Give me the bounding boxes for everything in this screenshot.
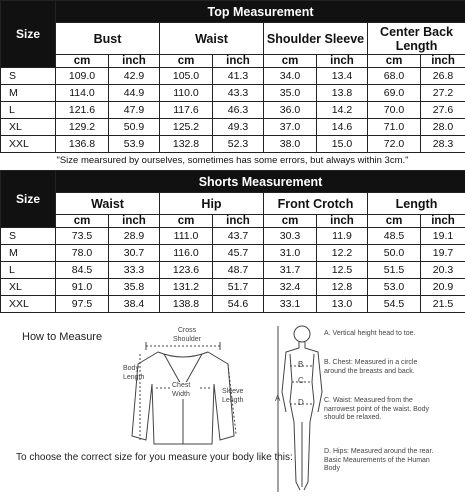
value-cell: 30.3 [264, 228, 317, 245]
unit-header: inch [421, 55, 465, 68]
value-cell: 48.5 [368, 228, 421, 245]
value-cell: 32.4 [264, 279, 317, 296]
value-cell: 44.9 [109, 85, 160, 102]
body-length-label: Body Length [123, 365, 145, 381]
value-cell: 38.4 [109, 296, 160, 313]
value-cell: 131.2 [160, 279, 213, 296]
how-to-measure-section [0, 318, 465, 500]
value-cell: 36.0 [264, 102, 317, 119]
value-cell: 30.7 [109, 245, 160, 262]
table-row [1, 279, 465, 296]
cross-shoulder-label: Cross Shoulder [172, 327, 202, 343]
value-cell: 53.9 [109, 136, 160, 153]
value-cell: 84.5 [56, 262, 109, 279]
value-cell: 33.1 [264, 296, 317, 313]
unit-header: cm [264, 215, 317, 228]
column-group-header: Front Crotch [264, 193, 368, 215]
unit-header: inch [421, 215, 465, 228]
unit-header: inch [317, 215, 368, 228]
table-row [1, 119, 465, 136]
value-cell: 35.8 [109, 279, 160, 296]
unit-header: cm [56, 55, 109, 68]
value-cell: 11.9 [317, 228, 368, 245]
note-d: D. Hips: Measured around the rear. Basic Meaurements of the Human Body [324, 448, 434, 472]
unit-header: cm [160, 215, 213, 228]
unit-header: inch [109, 215, 160, 228]
value-cell: 26.8 [421, 68, 465, 85]
value-cell: 110.0 [160, 85, 213, 102]
unit-header: inch [317, 55, 368, 68]
value-cell: 31.7 [264, 262, 317, 279]
value-cell: 97.5 [56, 296, 109, 313]
size-cell: XL [1, 119, 56, 136]
value-cell: 51.7 [213, 279, 264, 296]
sleeve-length-label: Sleeve Length [222, 388, 244, 404]
size-cell: M [1, 245, 56, 262]
column-group-header: Waist [160, 23, 264, 55]
shorts-measurement-table [0, 170, 465, 313]
value-cell: 54.6 [213, 296, 264, 313]
unit-header: cm [56, 215, 109, 228]
value-cell: 51.5 [368, 262, 421, 279]
value-cell: 125.2 [160, 119, 213, 136]
size-cell: S [1, 68, 56, 85]
size-cell: L [1, 102, 56, 119]
top-measurement-table [0, 0, 465, 153]
column-group-header: Hip [160, 193, 264, 215]
value-cell: 33.3 [109, 262, 160, 279]
value-cell: 28.3 [421, 136, 465, 153]
unit-header: cm [368, 55, 421, 68]
measure-instruction: To choose the correct size for you measure your body like this: [16, 452, 293, 463]
marker-a: A [275, 394, 281, 403]
table-row [1, 296, 465, 313]
column-group-header: Center Back Length [368, 23, 465, 55]
value-cell: 34.0 [264, 68, 317, 85]
column-group-header: Length [368, 193, 465, 215]
value-cell: 13.4 [317, 68, 368, 85]
value-cell: 136.8 [56, 136, 109, 153]
marker-c: C [298, 376, 304, 385]
value-cell: 54.5 [368, 296, 421, 313]
value-cell: 46.3 [213, 102, 264, 119]
value-cell: 28.0 [421, 119, 465, 136]
value-cell: 15.0 [317, 136, 368, 153]
value-cell: 14.6 [317, 119, 368, 136]
value-cell: 14.2 [317, 102, 368, 119]
value-cell: 13.8 [317, 85, 368, 102]
value-cell: 132.8 [160, 136, 213, 153]
value-cell: 12.2 [317, 245, 368, 262]
value-cell: 43.3 [213, 85, 264, 102]
unit-header: cm [368, 215, 421, 228]
value-cell: 53.0 [368, 279, 421, 296]
note-c: C. Waist: Measured from the narrowest point of the waist. Body should be relaxed. [324, 397, 430, 421]
size-header: Size [1, 171, 56, 228]
table-title: Shorts Measurement [56, 171, 465, 193]
value-cell: 71.0 [368, 119, 421, 136]
value-cell: 37.0 [264, 119, 317, 136]
table-row [1, 85, 465, 102]
human-body-figure [272, 322, 332, 497]
chest-width-label: Chest Width [172, 382, 200, 399]
value-cell: 31.0 [264, 245, 317, 262]
value-cell: 28.9 [109, 228, 160, 245]
value-cell: 114.0 [56, 85, 109, 102]
value-cell: 12.5 [317, 262, 368, 279]
table-row [1, 228, 465, 245]
column-group-header: Waist [56, 193, 160, 215]
size-header: Size [1, 1, 56, 68]
value-cell: 49.3 [213, 119, 264, 136]
value-cell: 38.0 [264, 136, 317, 153]
value-cell: 117.6 [160, 102, 213, 119]
value-cell: 20.9 [421, 279, 465, 296]
value-cell: 41.3 [213, 68, 264, 85]
value-cell: 27.2 [421, 85, 465, 102]
size-cell: M [1, 85, 56, 102]
value-cell: 121.6 [56, 102, 109, 119]
value-cell: 123.6 [160, 262, 213, 279]
value-cell: 138.8 [160, 296, 213, 313]
value-cell: 109.0 [56, 68, 109, 85]
column-group-header: Bust [56, 23, 160, 55]
value-cell: 116.0 [160, 245, 213, 262]
value-cell: 12.8 [317, 279, 368, 296]
value-cell: 20.3 [421, 262, 465, 279]
value-cell: 19.1 [421, 228, 465, 245]
note-b: B. Chest: Measured in a circle around the breasts and back. [324, 359, 418, 375]
note-a: A. Vertical height head to toe. [324, 330, 416, 337]
measurement-note: "Size mearsured by ourselves, sometimes has some errors, but always within 3cm." [56, 155, 409, 166]
marker-d: D [298, 398, 304, 407]
unit-header: inch [213, 215, 264, 228]
size-cell: XXL [1, 296, 56, 313]
table-row [1, 136, 465, 153]
value-cell: 70.0 [368, 102, 421, 119]
value-cell: 43.7 [213, 228, 264, 245]
unit-header: cm [264, 55, 317, 68]
value-cell: 45.7 [213, 245, 264, 262]
table-row [1, 245, 465, 262]
value-cell: 78.0 [56, 245, 109, 262]
unit-header: inch [109, 55, 160, 68]
column-group-header: Shoulder Sleeve [264, 23, 368, 55]
unit-header: cm [160, 55, 213, 68]
value-cell: 35.0 [264, 85, 317, 102]
marker-b: B [298, 360, 304, 369]
value-cell: 52.3 [213, 136, 264, 153]
table-row [1, 262, 465, 279]
value-cell: 50.0 [368, 245, 421, 262]
table-row [1, 68, 465, 85]
size-cell: S [1, 228, 56, 245]
how-to-title: How to Measure [22, 331, 103, 343]
value-cell: 91.0 [56, 279, 109, 296]
value-cell: 48.7 [213, 262, 264, 279]
value-cell: 72.0 [368, 136, 421, 153]
value-cell: 50.9 [109, 119, 160, 136]
value-cell: 47.9 [109, 102, 160, 119]
value-cell: 19.7 [421, 245, 465, 262]
value-cell: 69.0 [368, 85, 421, 102]
value-cell: 129.2 [56, 119, 109, 136]
value-cell: 27.6 [421, 102, 465, 119]
value-cell: 111.0 [160, 228, 213, 245]
value-cell: 13.0 [317, 296, 368, 313]
size-cell: XXL [1, 136, 56, 153]
table-row [1, 102, 465, 119]
value-cell: 73.5 [56, 228, 109, 245]
value-cell: 105.0 [160, 68, 213, 85]
table-title: Top Measurement [56, 1, 465, 23]
value-cell: 21.5 [421, 296, 465, 313]
unit-header: inch [213, 55, 264, 68]
size-cell: XL [1, 279, 56, 296]
value-cell: 68.0 [368, 68, 421, 85]
size-cell: L [1, 262, 56, 279]
value-cell: 42.9 [109, 68, 160, 85]
